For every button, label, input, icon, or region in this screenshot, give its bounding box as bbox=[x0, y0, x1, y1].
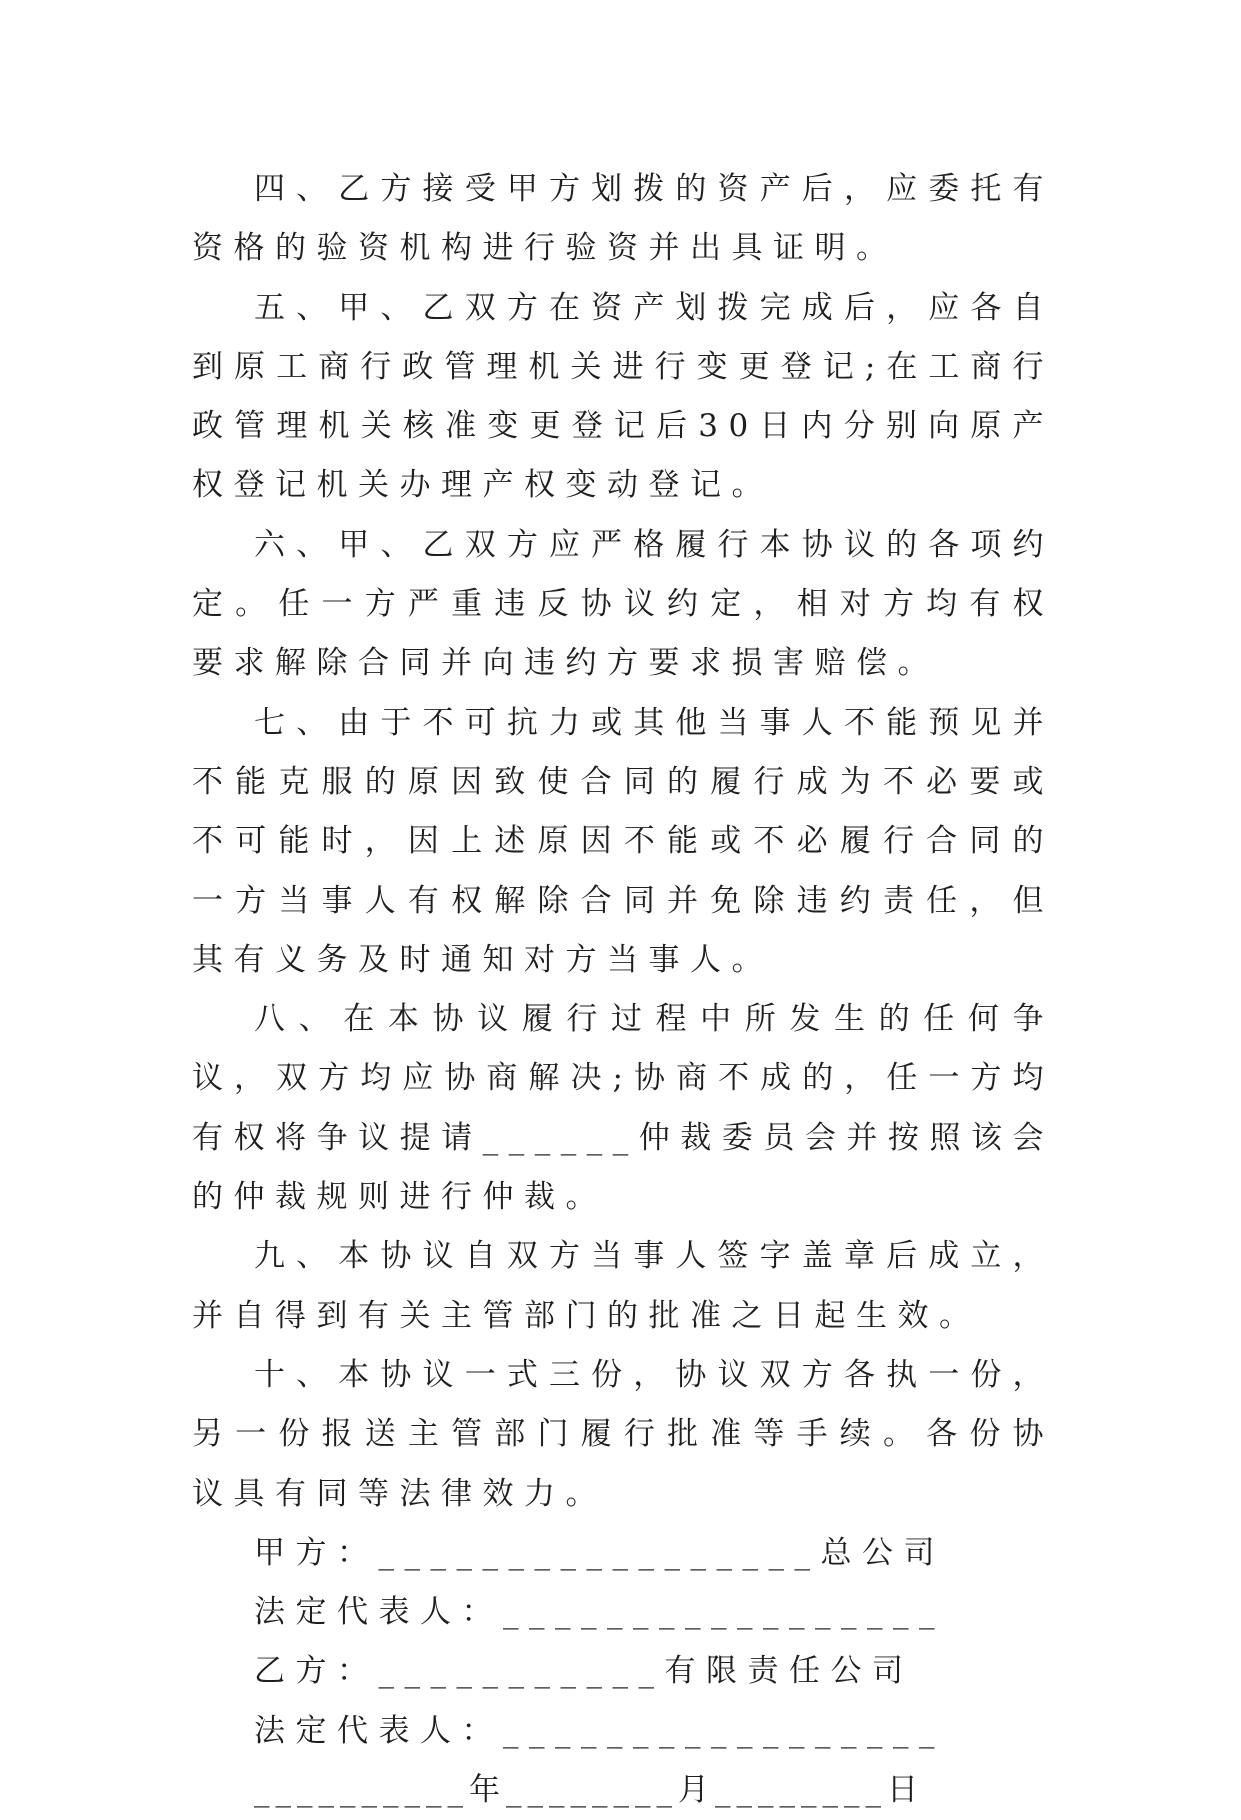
clause-7: 七、由于不可抗力或其他当事人不能预见并不能克服的原因致使合同的履行成为不必要或不可能时，因上述原因不能或不必履行合同的一方当事人有权解除合同并免除违约责任，但其有义务及时通知对方当事人。 bbox=[192, 704, 1054, 978]
signing-date-line: __________年________月________日 bbox=[254, 1772, 924, 1809]
clause-4: 四、乙方接受甲方划拨的资产后，应委托有资格的验资机构进行验资并出具证明。 bbox=[192, 171, 1054, 267]
clause-8: 八、在本协议履行过程中所发生的任何争议，双方均应协商解决;协商不成的，任一方均有权将争议提请______仲裁委员会并按照该会的仲裁规则进行仲裁。 bbox=[192, 1001, 1054, 1216]
clause-5: 五、甲、乙双方在资产划拨完成后，应各自到原工商行政管理机关进行变更登记;在工商行政管理机关核准变更登记后30日内分别向原产权登记机关办理产权变动登记。 bbox=[192, 289, 1054, 504]
clause-9: 九、本协议自双方当事人签字盖章后成立，并自得到有关主管部门的批准之日起生效。 bbox=[192, 1238, 1054, 1334]
clause-6: 六、甲、乙双方应严格履行本协议的各项约定。任一方严重违反协议约定，相对方均有权要求解除合同并向违约方要求损害赔偿。 bbox=[192, 526, 1054, 682]
clause-10: 十、本协议一式三份，协议双方各执一份，另一份报送主管部门履行批准等手续。各份协议具有同等法律效力。 bbox=[192, 1356, 1054, 1512]
document-body bbox=[192, 160, 1054, 1820]
party-a-representative-line: 法定代表人：_________________ bbox=[254, 1594, 945, 1631]
party-b-line: 乙方：___________有限责任公司 bbox=[254, 1653, 914, 1690]
party-a-line: 甲方：_________________总公司 bbox=[254, 1534, 945, 1571]
party-b-representative-line: 法定代表人：_________________ bbox=[254, 1712, 945, 1749]
